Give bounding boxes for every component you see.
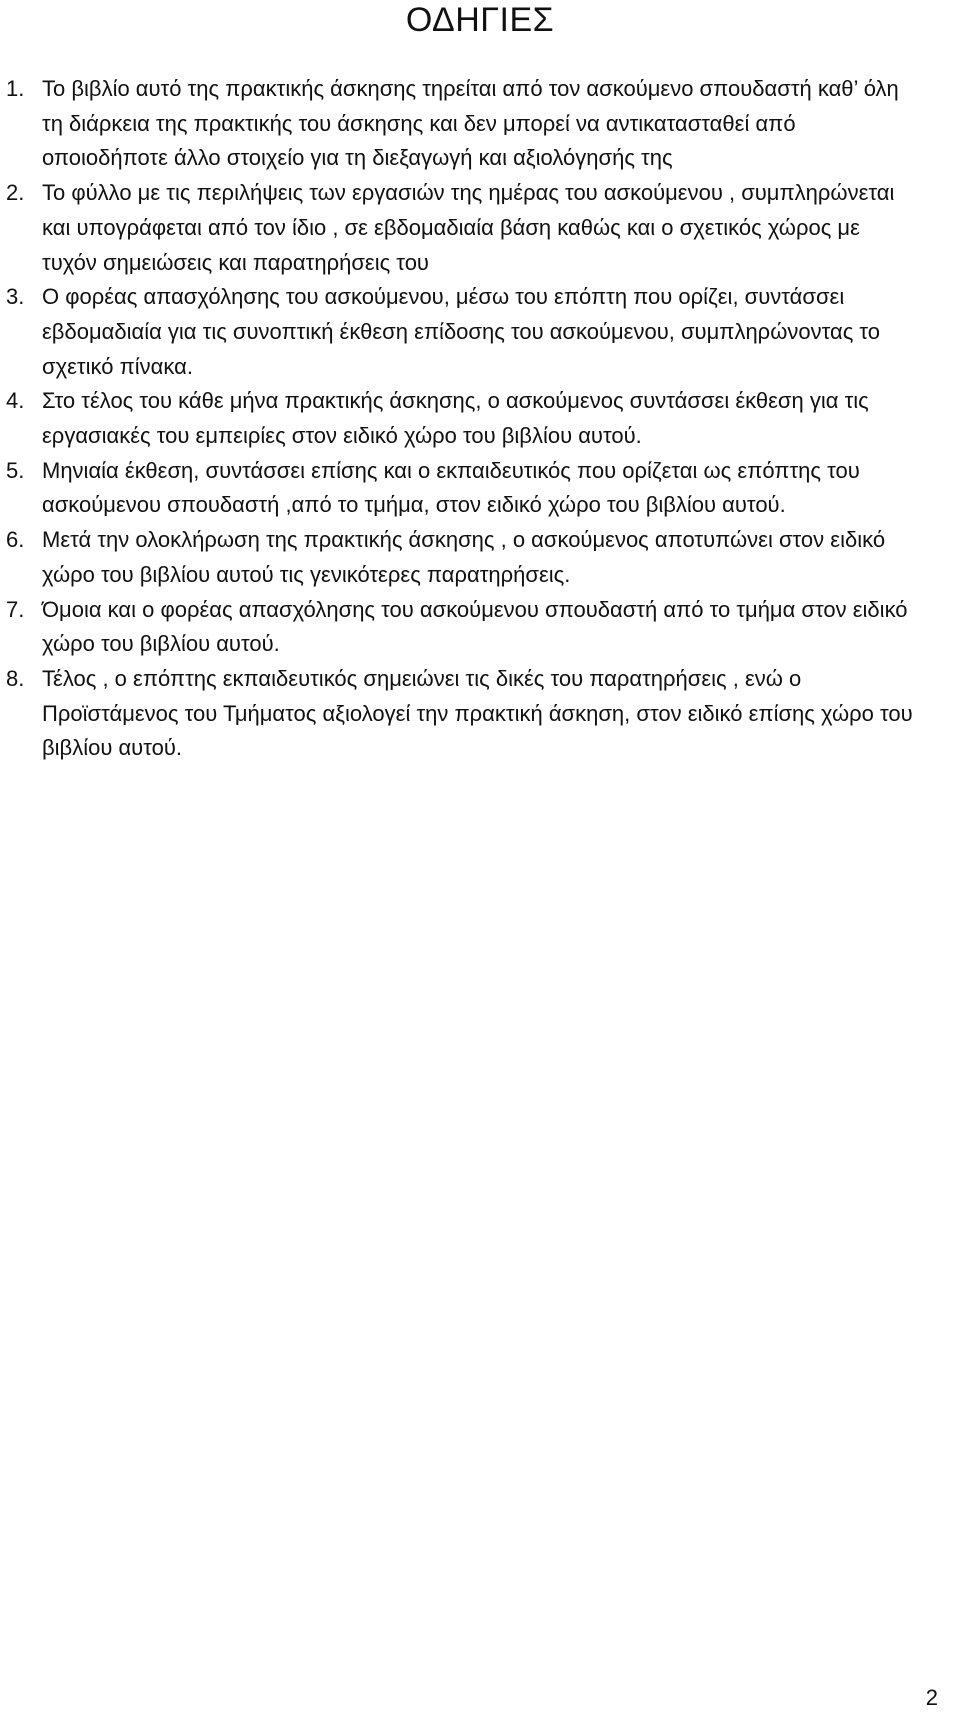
- instruction-text: Μηνιαία έκθεση, συντάσσει επίσης και ο εκπαιδευτικός που ορίζεται ως επόπτης του ασκούμενου σπουδαστή ,από το τμήμα, στον ειδικό χώρο του βιβλίου αυτού.: [42, 457, 860, 518]
- instruction-item-3: [0, 280, 960, 384]
- instruction-text: Στο τέλος του κάθε μήνα πρακτικής άσκησης, ο ασκούμενος συντάσσει έκθεση για τις εργασιακές του εμπειρίες στον ειδικό χώρο του βιβλίου αυτού.: [42, 388, 869, 449]
- instruction-number: 8.: [6, 665, 25, 691]
- instruction-item-1: [0, 72, 960, 176]
- instruction-item-5: [0, 454, 960, 523]
- instruction-item-8: [0, 662, 960, 766]
- instruction-item-6: [0, 523, 960, 592]
- instruction-number: 7.: [6, 596, 25, 622]
- instruction-item-2: [0, 176, 960, 280]
- page-number: 2: [925, 1685, 938, 1710]
- instruction-number: 3.: [6, 284, 25, 310]
- instruction-number: 4.: [6, 388, 25, 414]
- page-title: ΟΔΗΓΙΕΣ: [405, 1, 555, 39]
- instruction-text: Ο φορέας απασχόλησης του ασκούμενου, μέσω του επόπτη που ορίζει, συντάσσει εβδομαδιαία για τις συνοπτική έκθεση επίδοσης του ασκούμενου, συμπληρώνοντας το σχετικό πίνακα.: [42, 284, 881, 379]
- instruction-text: Το φύλλο με τις περιλήψεις των εργασιών της ημέρας του ασκούμενου , συμπληρώνεται και υπογράφεται από τον ίδιο , σε εβδομαδιαία βάση καθώς και ο σχετικός χώρος με τυχόν σημειώσεις και παρατηρήσεις του: [42, 180, 895, 275]
- instruction-number: 1.: [6, 76, 25, 101]
- instruction-text: Τέλος , ο επόπτης εκπαιδευτικός σημειώνει τις δικές του παρατηρήσεις , ενώ ο Προϊστάμενος του Τμήματος αξιολογεί την πρακτική άσκηση, στον ειδικό επίσης χώρο του βιβλίου αυτού.: [42, 665, 913, 761]
- instruction-number: 2.: [6, 180, 25, 206]
- instruction-text: Όμοια και ο φορέας απασχόλησης του ασκούμενου σπουδαστή από το τμήμα στον ειδικό χώρο του βιβλίου αυτού.: [42, 596, 908, 657]
- instruction-text: Το βιβλίο αυτό της πρακτικής άσκησης τηρείται από τον ασκούμενο σπουδαστή καθ’ όλη τη διάρκεια της πρακτικής του άσκησης και δεν μπορεί να αντικατασταθεί από οποιοδήποτε άλλο στοιχείο για τη διεξαγωγή και αξιολόγησής της: [42, 76, 899, 171]
- instruction-text: Μετά την ολοκλήρωση της πρακτικής άσκησης , ο ασκούμενος αποτυπώνει στον ειδικό χώρο του βιβλίου αυτού τις γενικότερες παρατηρήσεις.: [42, 527, 886, 587]
- instructions-list: [0, 72, 960, 766]
- instruction-item-7: [0, 593, 960, 662]
- instruction-number: 6.: [6, 527, 25, 553]
- instruction-item-4: [0, 384, 960, 453]
- instruction-number: 5.: [6, 457, 25, 483]
